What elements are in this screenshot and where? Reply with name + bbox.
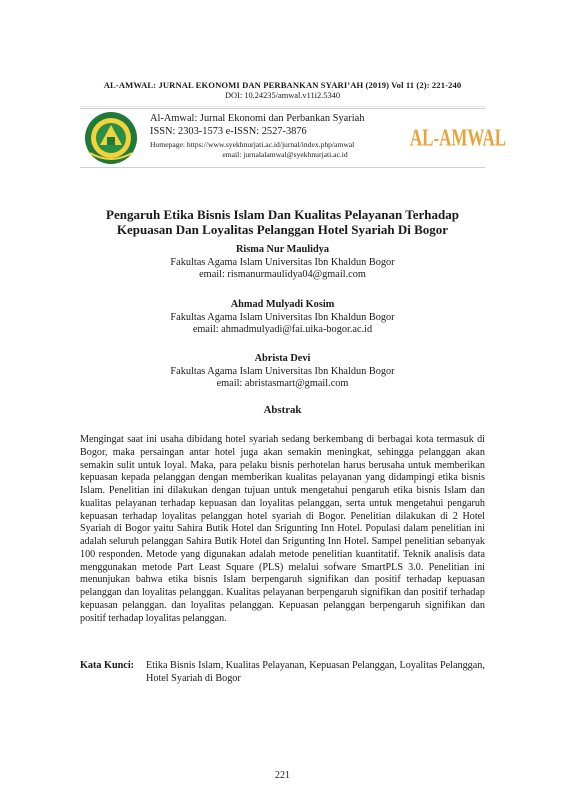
author-email: email: rismanurmaulidya04@gmail.com (199, 269, 366, 280)
author-block (0, 299, 565, 337)
journal-issn: ISSN: 2303-1573 e-ISSN: 2527-3876 (150, 126, 307, 137)
author-block (0, 244, 565, 282)
keywords-text: Etika Bisnis Islam, Kualitas Pelayanan, Kepuasan Pelanggan, Loyalitas Pelanggan, Hotel Syariah di Bogor (146, 660, 485, 684)
brand-text: AL-AMWAL (409, 125, 507, 152)
university-logo-icon (84, 111, 138, 165)
journal-email: email: jurnalalamwal@syekhnurjati.ac.id (222, 150, 348, 159)
author-email: email: abristasmart@gmail.com (216, 378, 349, 389)
author-affiliation: Fakultas Agama Islam Universitas Ibn Khaldun Bogor (170, 311, 395, 323)
paper-title (70, 207, 495, 237)
abstract-heading: Abstrak (263, 404, 302, 416)
keywords-label: Kata Kunci: (80, 660, 135, 671)
author-email: email: ahmadmulyadi@fai.uika-bogor.ac.id (192, 324, 373, 335)
abstract-body: Mengingat saat ini usaha dibidang hotel syariah sedang berkembang di berbagai kota termasuk di Bogor, maka persaingan antar hotel juga akan semakin meningkat, sehingga pelanggan akan semakin sulit untuk loyal. Maka, para pelaku bisnis perhotelan harus berusaha untuk memberikan kepuasan kepada pelanggan dengan memberikan kualitas pelayanan yang didampingi etika bisnis Islam. Penelitian ini dilakukan dengan tujuan untuk mengetahui pengaruh etika bisnis Islam dan kualitas pelayanan terhadap kepuasan dan loyalitas pelanggan, serta untuk mengetahui pengaruh kepuasan terhadap loyalitas pelanggan hotel syariah di Bogor. Penelitian dilakukan di 2 Hotel Syariah di Bogor yaitu Sahira Butik Hotel dan Srigunting Inn Hotel. Populasi dalam penelitian ini adalah seluruh pelanggan Sahira Butik Hotel dan Srigunting Inn Hotel. Sampel penelitian sebanyak 100 responden. Metode yang digunakan adalah metode penelitian kuantitatif. Teknik analisis data menggunakan metode Part Least Square (PLS) melalui sofware SmartPLS 3.0. Penelitian ini menunjukan bahwa etika bisnis Islam berpengaruh signifikan dan positif terhadap kepuasan pelanggan dan loyalitas pelanggan. Kualitas pelayanan berpengaruh signifikan dan positif terhadap kepuasan pelanggan. dan loyalitas pelanggan. Kepuasan pelanggan berpengaruh signifikan dan positif terhadap loyalitas pelanggan. (80, 434, 485, 624)
paper-title-line: Kepuasan Dan Loyalitas Pelanggan Hotel Syariah Di Bogor (116, 222, 449, 237)
page-number: 221 (275, 770, 290, 781)
journal-name: Al-Amwal: Jurnal Ekonomi dan Perbankan Syariah (150, 113, 365, 124)
doi: DOI: 10.24235/amwal.v11i2.5340 (224, 91, 341, 100)
paper-title-line: Pengaruh Etika Bisnis Islam Dan Kualitas Pelayanan Terhadap (106, 207, 459, 222)
author-name: Risma Nur Maulidya (235, 244, 330, 255)
journal-citation: AL-AMWAL: JURNAL EKONOMI DAN PERBANKAN SYARI’AH (2019) Vol 11 (2): 221-240 (103, 80, 462, 90)
author-name: Ahmad Mulyadi Kosim (230, 299, 335, 310)
header-divider (80, 106, 485, 107)
journal-brand-logo (409, 116, 507, 160)
author-affiliation: Fakultas Agama Islam Universitas Ibn Khaldun Bogor (170, 256, 395, 268)
journal-homepage: Homepage: https://www.syekhnurjati.ac.id/jurnal/index.php/amwal (150, 140, 355, 149)
author-affiliation: Fakultas Agama Islam Universitas Ibn Khaldun Bogor (170, 365, 395, 377)
author-block (0, 353, 565, 391)
author-name: Abrista Devi (254, 353, 311, 364)
